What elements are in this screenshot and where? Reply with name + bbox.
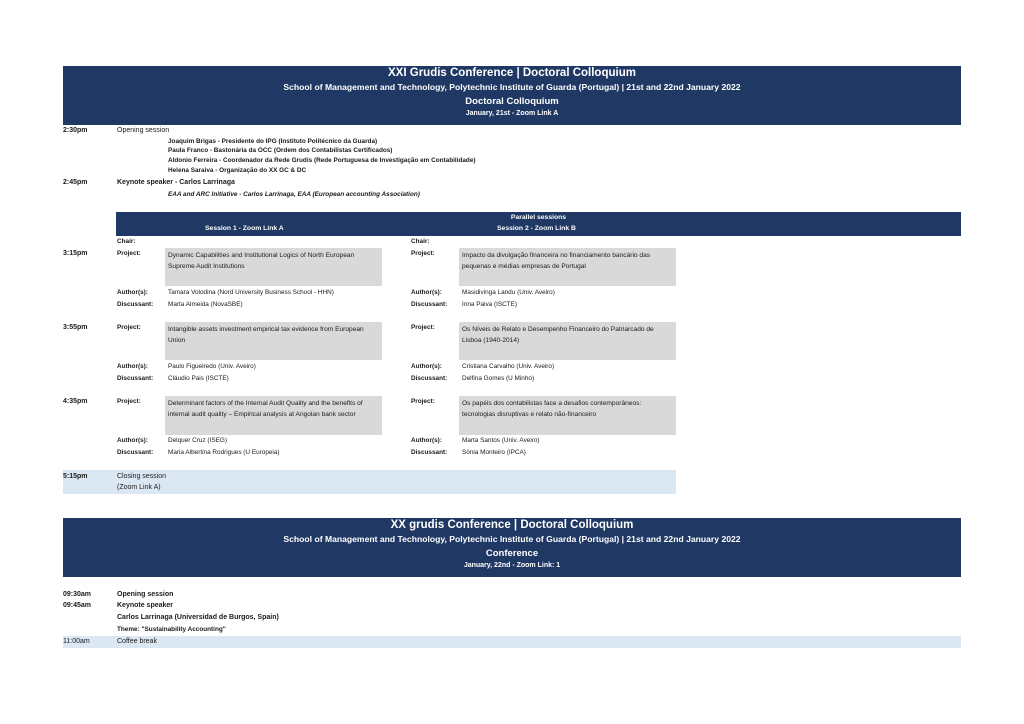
keynote-title: Keynote speaker - Carlos Larrinaga bbox=[117, 179, 235, 186]
day2-date: January, 22nd - Zoom Link: 1 bbox=[463, 562, 561, 569]
slot2-s1-project: Intangible assets investment empirical tax evidence from European Union bbox=[168, 326, 364, 344]
day1-title: XXI Grudis Conference | Doctoral Colloquium bbox=[388, 67, 636, 79]
slot3-s2-authors: Marta Santos (Univ. Aveiro) bbox=[462, 437, 540, 444]
session2-chair-label: Chair: bbox=[411, 238, 430, 245]
opening-speaker: Joaquim Brigas - Presidente do IPG (Instituto Politécnico da Guarda) bbox=[168, 138, 378, 145]
slot2-s1-discussant-label: Discussant: bbox=[117, 375, 154, 382]
slot3-s1-project-label: Project: bbox=[117, 398, 141, 405]
opening-time: 2:30pm bbox=[63, 127, 88, 134]
slot1-s2-discussant: Inna Paiva (ISCTE) bbox=[462, 301, 518, 308]
slot2-s2-authors: Cristiana Carvalho (Univ. Aveiro) bbox=[462, 363, 555, 370]
opening-speaker: Helena Saraiva - Organização do XX GC & DC bbox=[168, 167, 307, 174]
session1-chair-label: Chair: bbox=[117, 238, 136, 245]
slot2-s1-authors-label: Author(s): bbox=[117, 363, 148, 370]
slot2-s1-project-label: Project: bbox=[117, 324, 141, 331]
slot3-s2-project: Os papéis dos contabilistas face a desafios contemporâneos: tecnologias disruptivas e relato não-financeiro bbox=[462, 400, 642, 418]
slot1-time: 3:15pm bbox=[63, 250, 88, 257]
day2-heading: Conference bbox=[485, 548, 539, 559]
slot1-s2-project: Impacto da divulgação financeira no financiamento bancário das pequenas e médias empresas de Portugal bbox=[462, 252, 651, 270]
slot2-s2-project-box bbox=[459, 322, 676, 360]
slot3-s2-discussant: Sónia Monteiro (IPCA) bbox=[462, 449, 526, 456]
slot2-s1-project-box bbox=[165, 322, 382, 360]
slot1-s2-discussant-label: Discussant: bbox=[411, 301, 448, 308]
slot3-s1-authors: Delquer Cruz (ISEG) bbox=[168, 437, 227, 444]
day2-keynote-time: 09:45am bbox=[63, 602, 92, 609]
slot3-s2-project-box bbox=[459, 396, 676, 435]
slot3-s1-discussant: Maria Albertina Rodrigues (U Europeia) bbox=[168, 449, 280, 456]
slot3-s1-project-box bbox=[165, 396, 382, 435]
slot3-time: 4:35pm bbox=[63, 398, 88, 405]
slot1-s2-authors-label: Author(s): bbox=[411, 289, 442, 296]
slot2-s2-project: Os Níveis de Relato e Desempenho Financeiro do Patriarcado de Lisboa (1940-2014) bbox=[462, 326, 654, 344]
slot3-s2-project-label: Project: bbox=[411, 398, 435, 405]
day2-subtitle: School of Management and Technology, Polytechnic Institute of Guarda (Portugal) | 21st and 22nd January 2022 bbox=[283, 534, 741, 544]
slot2-s2-discussant: Delfina Gomes (U Minho) bbox=[462, 375, 535, 382]
coffee-title: Coffee break bbox=[117, 638, 157, 645]
slot3-s2-discussant-label: Discussant: bbox=[411, 449, 448, 456]
slot1-s2-project-label: Project: bbox=[411, 250, 435, 257]
coffee-time: 11:00am bbox=[63, 638, 90, 645]
keynote-note: EAA and ARC Initiative - Carlos Larrinaga, EAA (European accounting Association) bbox=[168, 191, 420, 198]
slot2-s2-authors-label: Author(s): bbox=[411, 363, 442, 370]
day1-banner bbox=[63, 66, 961, 125]
day2-keynote-speaker: Carlos Larrinaga (Universidad de Burgos, Spain) bbox=[117, 614, 279, 621]
opening-speaker: Aldonio Ferreira - Coordenador da Rede Grudis (Rede Portuguesa de Investigação em Contabilidade) bbox=[168, 157, 476, 164]
slot1-s1-project: Dynamic Capabilities and Institutional Logics of North European Supreme Audit Institutions bbox=[168, 252, 355, 270]
slot2-s2-discussant-label: Discussant: bbox=[411, 375, 448, 382]
slot3-s1-authors-label: Author(s): bbox=[117, 437, 148, 444]
session2-heading: Session 2 - Zoom Link B bbox=[497, 225, 576, 232]
slot3-s1-discussant-label: Discussant: bbox=[117, 449, 154, 456]
session1-heading: Session 1 - Zoom Link A bbox=[205, 225, 284, 232]
opening-title: Opening session bbox=[117, 127, 170, 134]
day2-opening-title: Opening session bbox=[117, 591, 174, 598]
slot3-s1-project: Determinant factors of the Internal Audit Quality and the benefits of internal audit quality – Empirical analysis at Angolan bank sector bbox=[168, 400, 363, 418]
day2-keynote-title: Keynote speaker bbox=[117, 602, 174, 609]
slot3-s2-authors-label: Author(s): bbox=[411, 437, 442, 444]
closing-title: Closing session bbox=[117, 473, 167, 480]
day2-keynote-theme: Theme: "Sustainability Accounting" bbox=[117, 626, 226, 633]
day1-date: January, 21st - Zoom Link A bbox=[465, 110, 559, 117]
day2-title: XX grudis Conference | Doctoral Colloquium bbox=[390, 519, 634, 531]
slot1-s2-project-box bbox=[459, 248, 676, 286]
keynote-time: 2:45pm bbox=[63, 179, 88, 186]
slot1-s1-discussant: Marta Almeida (NovaSBE) bbox=[168, 301, 243, 308]
day1-heading: Doctoral Colloquium bbox=[465, 96, 559, 107]
parallel-heading: Parallel sessions bbox=[510, 214, 567, 221]
slot2-s1-authors: Paulo Figueiredo (Univ. Aveiro) bbox=[168, 363, 256, 370]
slot1-s1-authors: Tamara Volodina (Nord University Business School - HHN) bbox=[168, 289, 334, 296]
slot1-s1-discussant-label: Discussant: bbox=[117, 301, 154, 308]
closing-time: 5:15pm bbox=[63, 473, 88, 480]
closing-link: (Zoom Link A) bbox=[117, 484, 161, 491]
day2-banner bbox=[63, 518, 961, 577]
opening-speaker: Paula Franco - Bastonária da OCC (Ordem dos Contabilistas Certificados) bbox=[168, 147, 393, 154]
slot2-s1-discussant: Cláudio Pais (ISCTE) bbox=[168, 375, 229, 382]
slot1-s2-authors: Masidivinga Landu (Univ. Aveiro) bbox=[462, 289, 555, 296]
coffee-row bbox=[63, 636, 961, 648]
slot1-s1-project-label: Project: bbox=[117, 250, 141, 257]
day2-opening-time: 09:30am bbox=[63, 591, 92, 598]
slot1-s1-project-box bbox=[165, 248, 382, 286]
day1-subtitle: School of Management and Technology, Polytechnic Institute of Guarda (Portugal) | 21st and 22nd January 2022 bbox=[283, 82, 741, 92]
slot2-time: 3:55pm bbox=[63, 324, 88, 331]
slot1-s1-authors-label: Author(s): bbox=[117, 289, 148, 296]
parallel-sessions-bar bbox=[116, 212, 961, 236]
slot2-s2-project-label: Project: bbox=[411, 324, 435, 331]
